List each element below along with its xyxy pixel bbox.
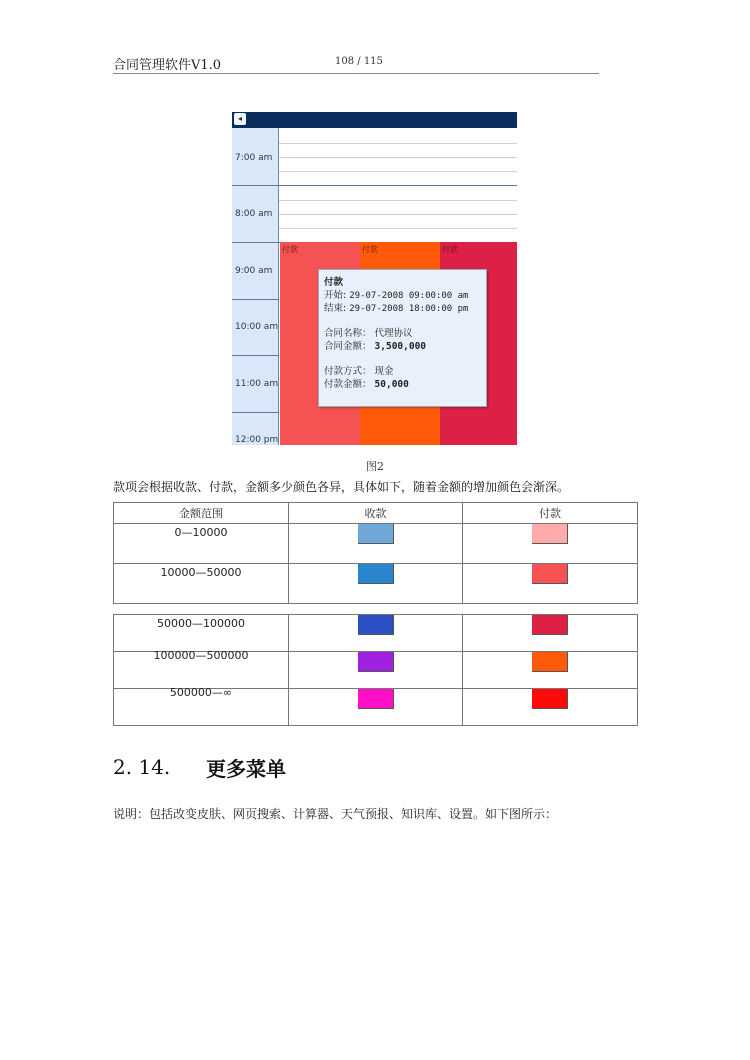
header-rule: [113, 73, 599, 74]
table-header-row: [114, 503, 638, 524]
table-row: [114, 689, 638, 726]
contract-name-value: 代理协议: [374, 328, 413, 339]
hour-label: 12:00 pm: [235, 435, 279, 445]
hour-label: 9:00 am: [235, 266, 273, 276]
header-amount-range: 金额范围: [114, 503, 289, 524]
start-label: 开始:: [324, 290, 347, 301]
color-swatch: [358, 652, 394, 672]
table-row: [114, 652, 638, 689]
pay-swatch-cell: [463, 689, 638, 726]
time-gutter: [232, 128, 279, 445]
tooltip-pay-amount: [324, 376, 409, 390]
pay-amount-label: 付款金额：: [324, 379, 372, 390]
hour-label: 8:00 am: [235, 209, 273, 219]
section-title: 更多菜单: [206, 757, 286, 781]
color-swatch: [358, 615, 394, 635]
color-legend-table-part-1: [113, 502, 638, 604]
tooltip-contract-amount: [324, 338, 426, 352]
contract-name-label: 合同名称：: [324, 328, 372, 339]
header-receive: 收款: [289, 503, 463, 524]
page-header-title: 合同管理软件V1.0: [113, 58, 222, 73]
tooltip-end: [324, 300, 468, 314]
color-swatch: [358, 524, 394, 544]
grid-line: [279, 228, 517, 229]
section-number: 2. 14.: [113, 755, 171, 779]
figure-caption: 图2: [366, 460, 384, 473]
end-label: 结束:: [324, 303, 347, 314]
pay-method-label: 付款方式：: [324, 366, 372, 377]
event-tooltip: [318, 269, 487, 407]
contract-amount-value: 3,500,000: [374, 341, 427, 352]
tooltip-contract-name: [324, 325, 413, 339]
color-swatch: [532, 615, 568, 635]
table-row: [114, 524, 638, 564]
range-cell: 500000—∞: [114, 689, 289, 726]
range-cell: 100000—500000: [114, 652, 289, 689]
receive-swatch-cell: [289, 652, 463, 689]
color-swatch: [532, 652, 568, 672]
range-cell: 10000—50000: [114, 564, 289, 604]
pay-swatch-cell: [463, 615, 638, 652]
grid-line: [279, 157, 517, 158]
body-paragraph: 款项会根据收款、付款，金额多少颜色各异，具体如下，随着金额的增加颜色会渐深。: [113, 480, 570, 494]
color-swatch: [532, 524, 568, 544]
contract-amount-label: 合同金额：: [324, 341, 372, 352]
grid-line: [279, 171, 517, 172]
tooltip-title: 付款: [324, 277, 344, 288]
pay-amount-value: 50,000: [374, 379, 409, 390]
pay-swatch-cell: [463, 564, 638, 604]
tooltip-start: [324, 287, 468, 301]
calendar-toolbar: [232, 112, 517, 128]
event-label: 付款: [282, 245, 298, 254]
hour-rule: [232, 412, 279, 413]
pay-method-value: 现金: [374, 366, 394, 377]
pay-swatch-cell: [463, 652, 638, 689]
receive-swatch-cell: [289, 524, 463, 564]
color-swatch: [358, 689, 394, 709]
calendar-screenshot: [232, 112, 517, 445]
back-arrow-icon[interactable]: ◂: [234, 113, 246, 125]
range-cell: 50000—100000: [114, 615, 289, 652]
page-number: 108 / 115: [335, 56, 383, 67]
hour-rule: [232, 355, 279, 356]
tooltip-pay-method: [324, 363, 394, 377]
hour-label: 7:00 am: [235, 153, 273, 163]
hour-rule: [232, 299, 279, 300]
color-swatch: [358, 564, 394, 584]
hour-label: 11:00 am: [235, 379, 279, 389]
color-swatch: [532, 564, 568, 584]
event-label: 付款: [362, 245, 378, 254]
hour-rule: [232, 185, 517, 186]
range-cell: 0—10000: [114, 524, 289, 564]
table-row: [114, 564, 638, 604]
section-description: 说明：包括改变皮肤、网页搜索、计算器、天气预报、知识库、设置。如下图所示：: [113, 807, 558, 821]
receive-swatch-cell: [289, 689, 463, 726]
grid-line: [279, 200, 517, 201]
grid-line: [279, 214, 517, 215]
end-value: 29-07-2008 18:00:00 pm: [349, 304, 469, 314]
pay-swatch-cell: [463, 524, 638, 564]
start-value: 29-07-2008 09:00:00 am: [349, 291, 469, 301]
event-label: 付款: [442, 245, 458, 254]
receive-swatch-cell: [289, 564, 463, 604]
color-legend-table-part-2: [113, 614, 638, 726]
header-pay: 付款: [463, 503, 638, 524]
color-swatch: [532, 689, 568, 709]
hour-label: 10:00 am: [235, 322, 279, 332]
table-row: [114, 615, 638, 652]
receive-swatch-cell: [289, 615, 463, 652]
grid-line: [279, 143, 517, 144]
